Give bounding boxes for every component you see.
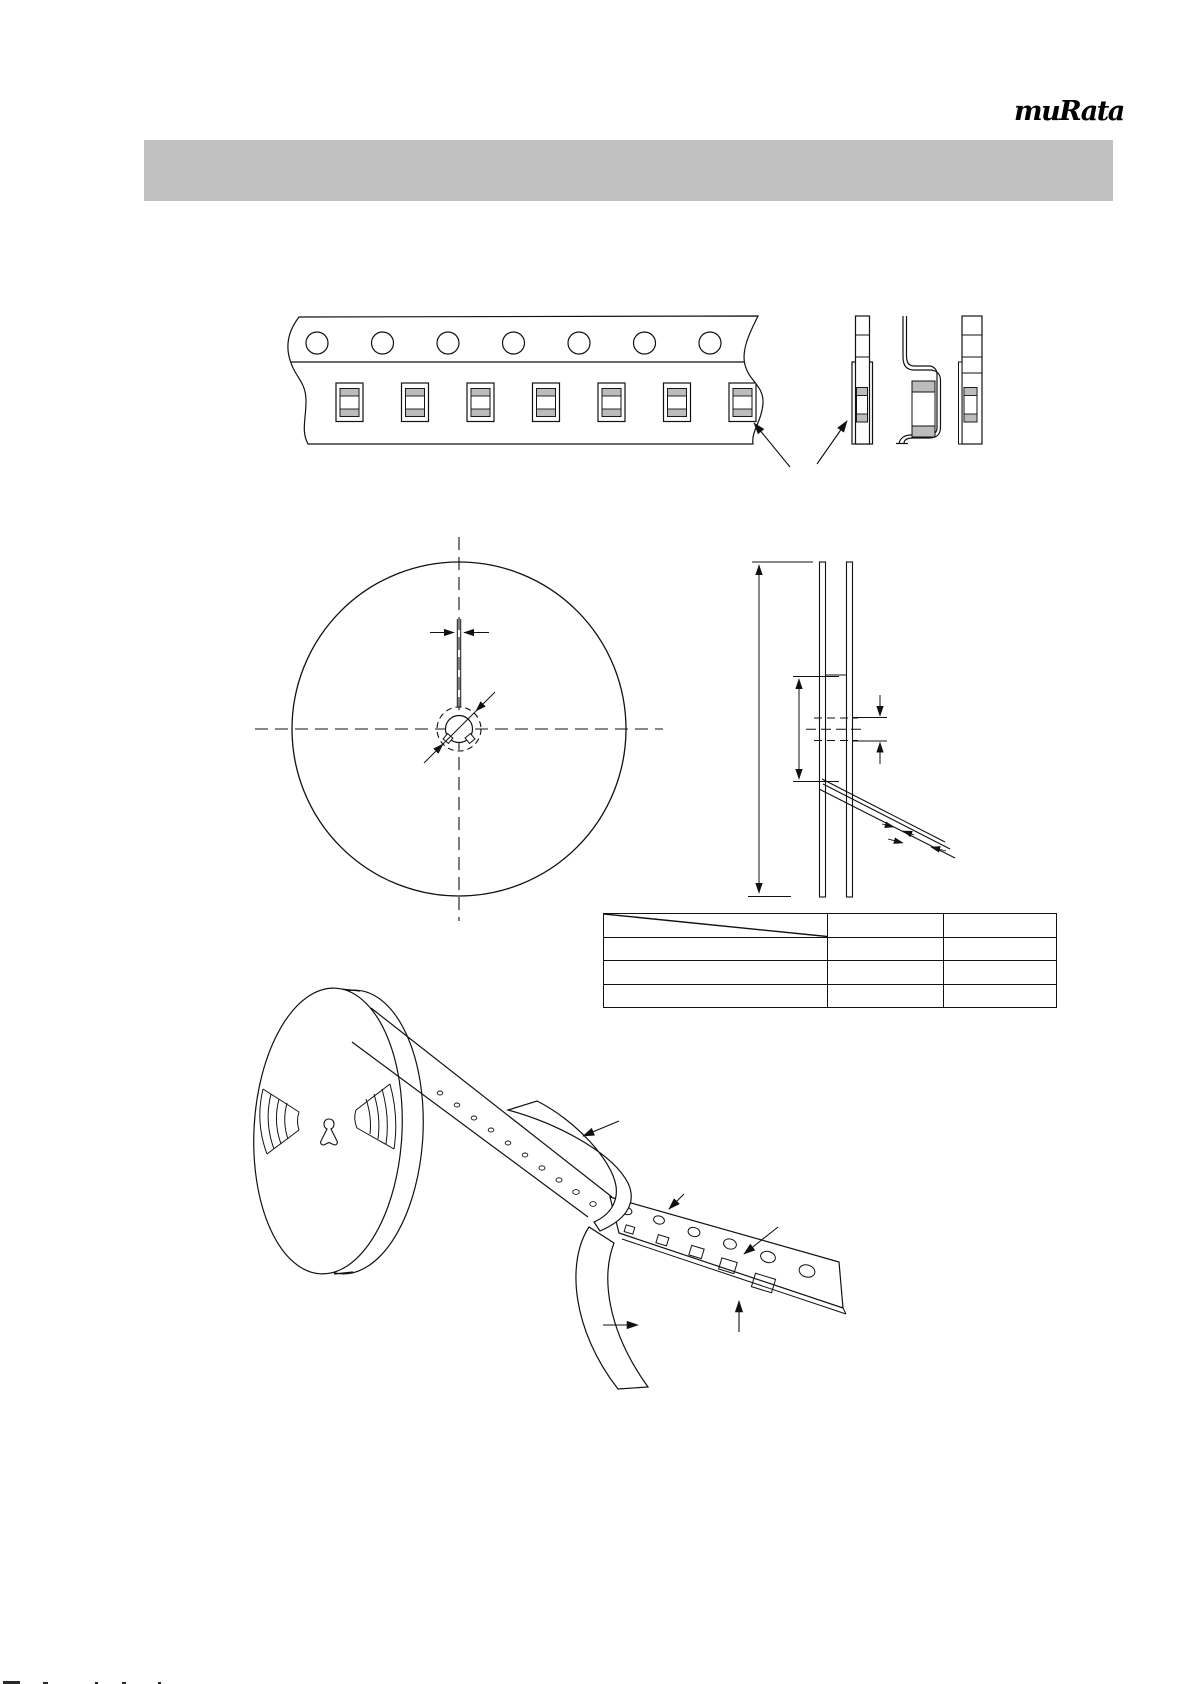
table-row: [604, 961, 1057, 985]
figure-reel-front-view: [255, 537, 663, 921]
figure-tape-section-1: [852, 316, 873, 444]
figure-reel-3d: [247, 984, 846, 1389]
bottom-cover-tape: [576, 1227, 648, 1389]
figure-tape-leader-arrows: [754, 421, 847, 467]
table-cell: [828, 961, 944, 985]
table-cell: [944, 914, 1057, 938]
table-cell: [604, 914, 828, 938]
murata-logo: muRata: [1014, 96, 1124, 127]
table-cell: [604, 937, 828, 961]
figure-tape-section-2: [896, 316, 941, 444]
cover-tape-peel: [508, 1101, 631, 1231]
dimension-table: [603, 913, 1057, 1008]
figure-tape-plan-view: [280, 316, 772, 444]
tape-exit-section: [819, 779, 955, 858]
figure-tape-section-3: [959, 316, 983, 444]
figure-reel-side-view: [748, 562, 955, 897]
table-cell: [828, 914, 944, 938]
table-cell: [828, 984, 944, 1008]
table-row: [604, 914, 1057, 938]
table-row: [604, 984, 1057, 1008]
table-cell: [944, 937, 1057, 961]
table-cell: [604, 961, 828, 985]
diagonal-split-line: [604, 914, 827, 937]
table-row: [604, 937, 1057, 961]
table-cell: [944, 984, 1057, 1008]
table-cell: [944, 961, 1057, 985]
table-cell: [604, 984, 828, 1008]
carrier-tape-strip: [610, 1197, 846, 1314]
table-cell: [828, 937, 944, 961]
overall-diameter-dimension: [748, 562, 813, 897]
